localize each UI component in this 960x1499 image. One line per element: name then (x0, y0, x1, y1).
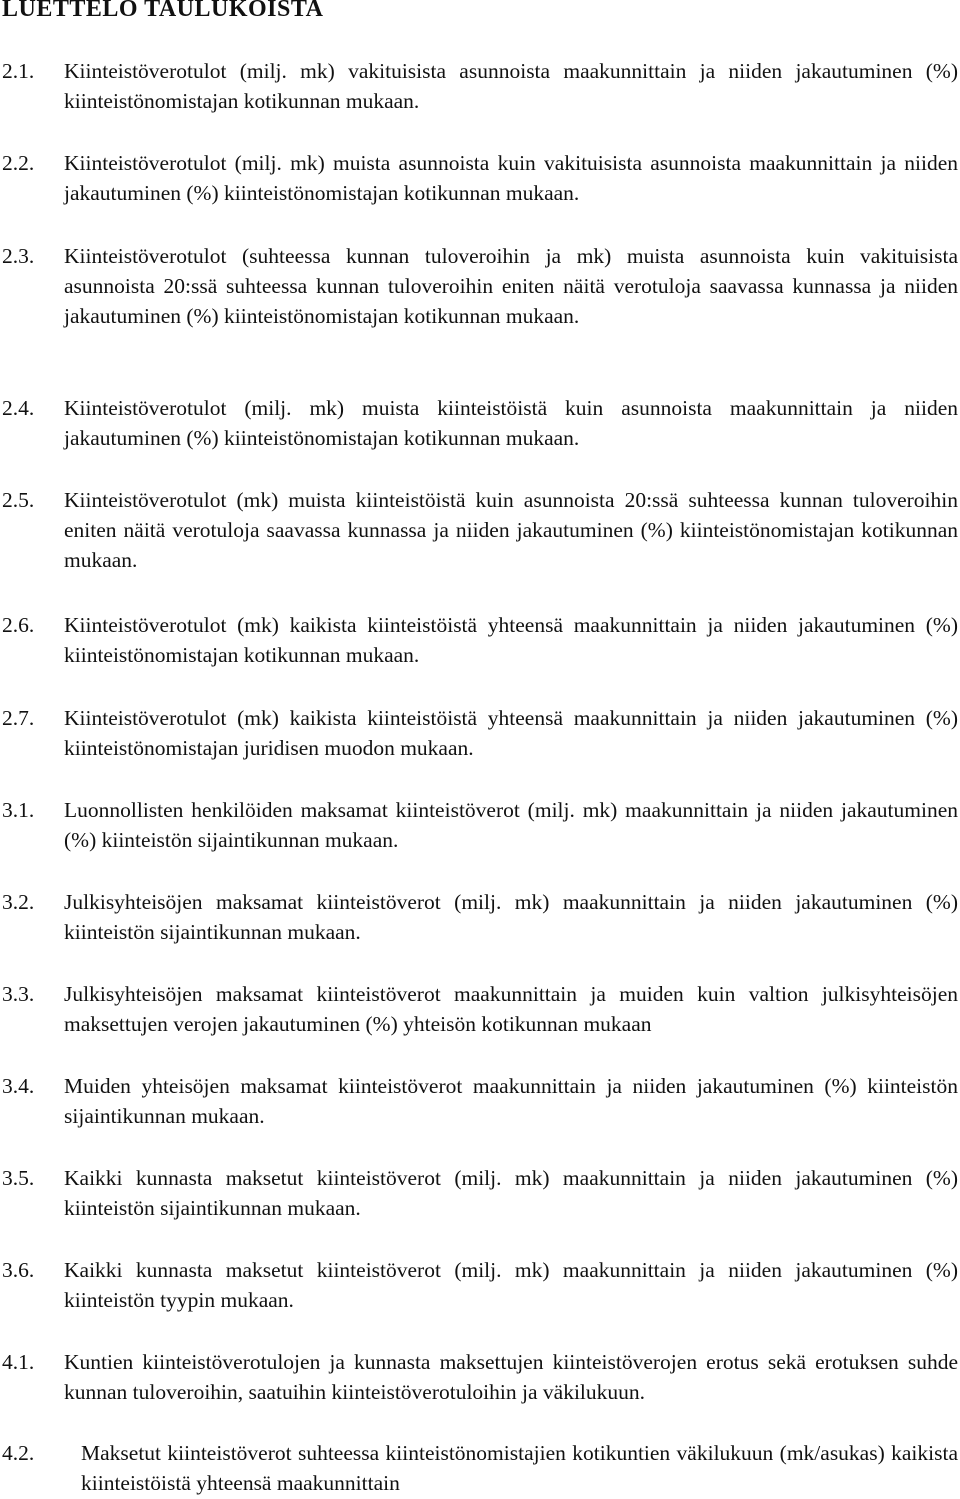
table-number: 2.5. (2, 488, 35, 512)
list-item (0, 979, 958, 1039)
table-title: Kiinteistöverotulot (mk) kaikista kiinteistöistä yhteensä maakunnittain ja niiden jakautuminen (%) kiinteistönomistajan juridisen muodon mukaan. (64, 706, 958, 760)
table-title: Kiinteistöverotulot (mk) muista kiinteistöistä kuin asunnoista 20:ssä suhteessa kunnan tuloveroihin eniten näitä verotuloja saavassa kunnassa ja niiden jakautuminen (%) kiinteistönomistajan kotikunnan mukaan. (64, 488, 958, 572)
table-title: Maksetut kiinteistöverot suhteessa kiinteistönomistajien kotikuntien väkilukuun (mk/asukas) kaikista kiinteistöistä yhteensä maakunnittain (81, 1441, 958, 1495)
table-title: Kiinteistöverotulot (milj. mk) vakituisista asunnoista maakunnittain ja niiden jakautuminen (%) kiinteistönomistajan kotikunnan mukaan. (64, 59, 958, 113)
table-number: 4.2. (2, 1441, 35, 1465)
list-item (0, 703, 958, 763)
list-item (0, 887, 958, 947)
table-number: 4.1. (2, 1350, 35, 1374)
list-item (0, 148, 958, 208)
list-item (0, 610, 958, 670)
table-number: 3.2. (2, 890, 35, 914)
table-number: 3.4. (2, 1074, 35, 1098)
list-item (0, 56, 958, 116)
table-number: 2.6. (2, 613, 35, 637)
table-title: Kaikki kunnasta maksetut kiinteistöverot (milj. mk) maakunnittain ja niiden jakautuminen (%) kiinteistön tyypin mukaan. (64, 1258, 958, 1312)
list-item (0, 241, 958, 331)
table-title: Julkisyhteisöjen maksamat kiinteistöverot (milj. mk) maakunnittain ja niiden jakautuminen (%) kiinteistön sijaintikunnan mukaan. (64, 890, 958, 944)
table-number: 2.7. (2, 706, 35, 730)
table-number: 3.5. (2, 1166, 35, 1190)
table-title: Kaikki kunnasta maksetut kiinteistöverot (milj. mk) maakunnittain ja niiden jakautuminen (%) kiinteistön sijaintikunnan mukaan. (64, 1166, 958, 1220)
table-number: 3.6. (2, 1258, 35, 1282)
table-title: Muiden yhteisöjen maksamat kiinteistöverot maakunnittain ja niiden jakautuminen (%) kiinteistön sijaintikunnan mukaan. (64, 1074, 958, 1128)
table-title: Kiinteistöverotulot (milj. mk) muista asunnoista kuin vakituisista asunnoista maakunnittain ja niiden jakautuminen (%) kiinteistönomistajan kotikunnan mukaan. (64, 151, 958, 205)
table-number: 3.3. (2, 982, 35, 1006)
table-title: Kiinteistöverotulot (mk) kaikista kiinteistöistä yhteensä maakunnittain ja niiden jakautuminen (%) kiinteistönomistajan kotikunnan mukaan. (64, 613, 958, 667)
list-item (0, 1071, 958, 1131)
list-item (0, 1347, 958, 1407)
list-item (0, 1438, 958, 1498)
table-number: 2.2. (2, 151, 35, 175)
table-title: Kiinteistöverotulot (suhteessa kunnan tuloveroihin ja mk) muista asunnoista kuin vakituisista asunnoista 20:ssä suhteessa kunnan tuloveroihin eniten näitä verotuloja saavassa kunnassa ja niiden jakautuminen (%) kiinteistönomistajan kotikunnan mukaan. (64, 244, 958, 328)
table-number: 2.4. (2, 396, 35, 420)
table-number: 3.1. (2, 798, 35, 822)
table-title: Kiinteistöverotulot (milj. mk) muista kiinteistöistä kuin asunnoista maakunnittain ja niiden jakautuminen (%) kiinteistönomistajan kotikunnan mukaan. (64, 396, 958, 450)
table-number: 2.1. (2, 59, 35, 83)
list-item (0, 393, 958, 453)
list-item (0, 1255, 958, 1315)
list-item (0, 1163, 958, 1223)
table-number: 2.3. (2, 244, 35, 268)
table-title: Julkisyhteisöjen maksamat kiinteistöverot maakunnittain ja muiden kuin valtion julkisyhteisöjen maksettujen verojen jakautuminen (%) yhteisön kotikunnan mukaan (64, 982, 958, 1036)
list-item (0, 795, 958, 855)
table-title: Luonnollisten henkilöiden maksamat kiinteistöverot (milj. mk) maakunnittain ja niiden jakautuminen (%) kiinteistön sijaintikunnan mukaan. (64, 798, 958, 852)
list-item (0, 485, 958, 575)
table-title: Kuntien kiinteistöverotulojen ja kunnasta maksettujen kiinteistöverojen erotus sekä erotuksen suhde kunnan tuloveroihin, saatuihin kiinteistöverotuloihin ja väkilukuun. (64, 1350, 958, 1404)
page-title: LUETTELO TAULUKOISTA (2, 0, 324, 22)
